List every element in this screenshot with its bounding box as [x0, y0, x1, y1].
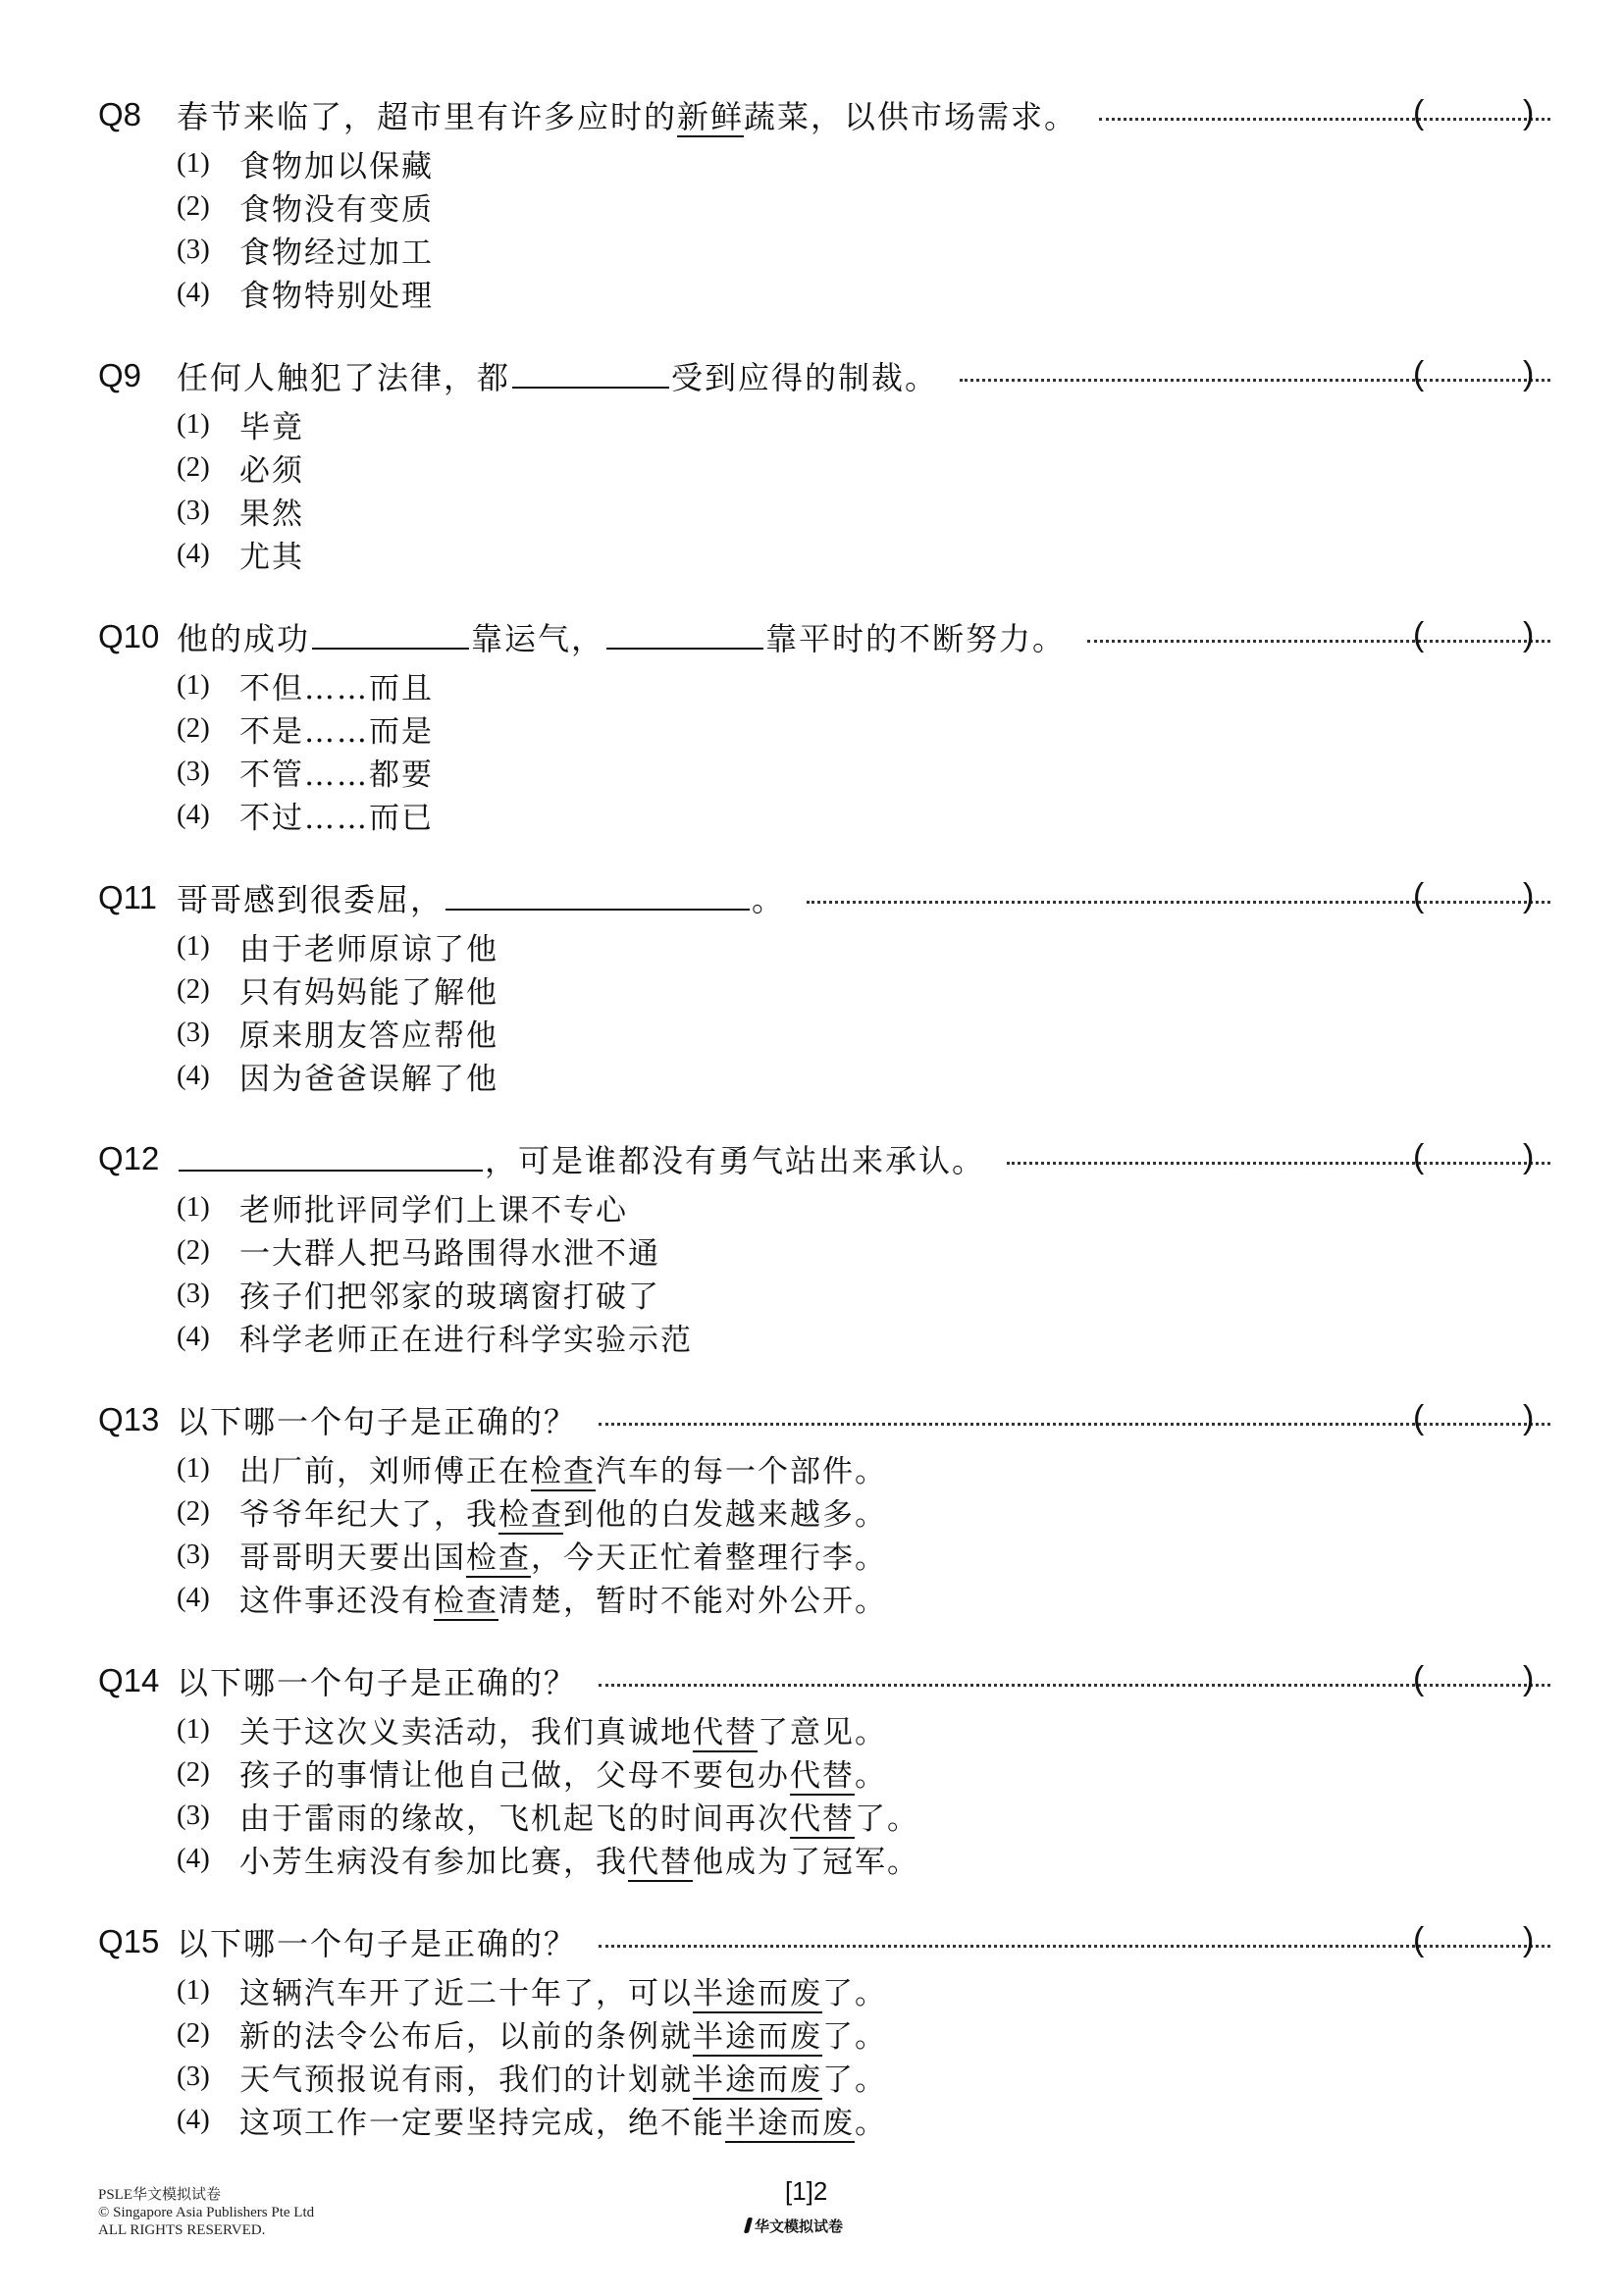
option-text — [239, 663, 434, 707]
option-item[interactable] — [177, 1707, 919, 1750]
answer-paren-open[interactable]: ( — [1413, 1660, 1425, 1697]
option-item[interactable] — [177, 1794, 919, 1837]
option-item[interactable] — [177, 141, 434, 184]
leader-dots — [599, 1423, 1550, 1426]
text-segment: ，可是谁都没有勇气站出来承认。 — [485, 1142, 986, 1179]
text-segment: 哥哥明天要出国 — [239, 1539, 466, 1576]
pen-icon — [744, 2218, 753, 2233]
option-number: (2) — [177, 1233, 210, 1266]
text-segment: 一大群人把马路围得水泄不通 — [239, 1235, 660, 1272]
text-segment: 以下哪一个句子是正确的？ — [177, 1664, 578, 1701]
option-text — [239, 1489, 887, 1534]
text-segment: ，今天正忙着整理行李。 — [531, 1539, 887, 1576]
answer-paren-close[interactable]: ) — [1523, 1921, 1535, 1958]
leader-dots — [1007, 1162, 1550, 1165]
option-item[interactable] — [177, 1011, 498, 1054]
option-item[interactable] — [177, 228, 434, 271]
option-number: (3) — [177, 1016, 210, 1048]
question-text — [177, 1919, 577, 1964]
text-segment: 毕竟 — [239, 409, 304, 445]
text-segment: 了。 — [822, 1975, 887, 2011]
underlined-word: 代替 — [790, 1757, 855, 1794]
text-segment: 因为爸爸误解了他 — [239, 1061, 498, 1097]
answer-paren-close[interactable]: ) — [1523, 616, 1535, 653]
option-item[interactable] — [177, 402, 304, 445]
text-segment: 食物特别处理 — [239, 278, 434, 314]
text-segment: 以下哪一个句子是正确的？ — [177, 1403, 578, 1440]
leader-dots — [1099, 118, 1550, 121]
underlined-word: 半途而废 — [725, 2105, 855, 2141]
option-item[interactable] — [177, 184, 434, 228]
option-text — [239, 445, 304, 490]
answer-blank — [179, 1140, 483, 1172]
option-number: (4) — [177, 537, 210, 569]
option-number: (1) — [177, 929, 210, 962]
footer-rights: ALL RIGHTS RESERVED. — [98, 2222, 266, 2238]
leader-dots — [807, 901, 1550, 904]
option-number: (2) — [177, 1755, 210, 1788]
option-item[interactable] — [177, 793, 434, 836]
question — [0, 92, 1623, 353]
option-item[interactable] — [177, 1446, 887, 1489]
options-list — [177, 141, 434, 314]
question-stem — [98, 92, 1570, 137]
text-segment: 新的法令公布后，以前的条例就 — [239, 2018, 693, 2055]
text-segment: 他成为了冠军。 — [693, 1844, 919, 1880]
option-item[interactable] — [177, 2055, 887, 2098]
text-segment: 他的成功 — [177, 620, 311, 657]
option-text — [239, 532, 304, 576]
options-list — [177, 1707, 919, 1880]
question-number: Q15 — [98, 1923, 160, 1959]
underlined-word: 代替 — [693, 1714, 758, 1750]
option-number: (4) — [177, 1059, 210, 1091]
options-list — [177, 1185, 693, 1358]
option-text — [239, 1794, 919, 1838]
answer-paren-open[interactable]: ( — [1413, 877, 1425, 914]
question — [0, 875, 1623, 1136]
option-item[interactable] — [177, 924, 498, 967]
underlined-word: 代替 — [628, 1844, 693, 1880]
underlined-word: 检查 — [434, 1583, 498, 1619]
question — [0, 614, 1623, 875]
question — [0, 353, 1623, 614]
option-item[interactable] — [177, 1185, 693, 1228]
text-segment: 了意见。 — [758, 1714, 887, 1750]
text-segment: 了。 — [822, 2018, 887, 2055]
text-segment: 原来朋友答应帮他 — [239, 1018, 498, 1054]
option-text — [239, 1707, 887, 1751]
question — [0, 1658, 1623, 1919]
option-text — [239, 1533, 887, 1577]
option-text — [239, 1054, 498, 1098]
answer-paren-close[interactable]: ) — [1523, 1660, 1535, 1697]
text-segment: 由于雷雨的缘故，飞机起飞的时间再次 — [239, 1800, 790, 1837]
question — [0, 1397, 1623, 1658]
question-text — [177, 353, 938, 398]
option-item[interactable] — [177, 663, 434, 706]
option-number: (1) — [177, 668, 210, 701]
text-segment: 老师批评同学们上课不专心 — [239, 1192, 628, 1228]
text-segment: 这辆汽车开了近二十年了，可以 — [239, 1975, 693, 2011]
option-item[interactable] — [177, 1837, 919, 1880]
question-number: Q9 — [98, 357, 142, 393]
underlined-word: 半途而废 — [693, 1975, 822, 2011]
question-number: Q10 — [98, 618, 160, 654]
leader-dots — [599, 1684, 1550, 1687]
text-segment: 不是……而是 — [239, 713, 434, 750]
underlined-word: 检查 — [531, 1453, 596, 1489]
text-segment: 不但……而且 — [239, 670, 434, 706]
option-number: (2) — [177, 189, 210, 222]
option-number: (3) — [177, 1277, 210, 1309]
question — [0, 1919, 1623, 2180]
text-segment: 科学老师正在进行科学实验示范 — [239, 1322, 693, 1358]
option-item[interactable] — [177, 967, 498, 1011]
option-number: (4) — [177, 1320, 210, 1352]
option-text — [239, 1837, 919, 1881]
option-item[interactable] — [177, 1315, 693, 1358]
answer-blank — [445, 879, 750, 911]
option-number: (2) — [177, 450, 210, 483]
option-item[interactable] — [177, 2011, 887, 2055]
text-segment: 清楚，暂时不能对外公开。 — [498, 1583, 887, 1619]
question-number: Q12 — [98, 1140, 160, 1176]
option-text — [239, 1011, 498, 1055]
option-number: (1) — [177, 1451, 210, 1484]
option-item[interactable] — [177, 1228, 693, 1272]
text-segment: 。 — [855, 2105, 887, 2141]
option-number: (4) — [177, 798, 210, 830]
option-item[interactable] — [177, 1576, 887, 1619]
text-segment: 了。 — [855, 1800, 919, 1837]
answer-paren-close[interactable]: ) — [1523, 94, 1535, 131]
footer-credits — [98, 2186, 314, 2239]
option-text — [239, 2011, 887, 2056]
answer-paren-close[interactable]: ) — [1523, 1399, 1535, 1436]
question-stem — [98, 1919, 1570, 1964]
answer-paren-open[interactable]: ( — [1413, 1921, 1425, 1958]
question-stem — [98, 353, 1570, 398]
footer-brand — [746, 2216, 843, 2236]
option-text — [239, 1750, 887, 1795]
text-segment: 这件事还没有 — [239, 1583, 434, 1619]
text-segment: 任何人触犯了法律，都 — [177, 359, 511, 396]
option-item[interactable] — [177, 2098, 887, 2141]
text-segment: 这项工作一定要坚持完成，绝不能 — [239, 2105, 725, 2141]
text-segment: 由于老师原谅了他 — [239, 931, 498, 967]
leader-dots — [1087, 640, 1550, 643]
option-item[interactable] — [177, 706, 434, 750]
option-item[interactable] — [177, 489, 304, 532]
option-text — [239, 1576, 887, 1620]
option-text — [239, 402, 304, 446]
answer-blank — [512, 357, 669, 389]
text-segment: 关于这次义卖活动，我们真诚地 — [239, 1714, 693, 1750]
option-item[interactable] — [177, 1489, 887, 1533]
text-segment: 以下哪一个句子是正确的？ — [177, 1925, 578, 1962]
option-number: (3) — [177, 494, 210, 526]
option-text — [239, 706, 434, 751]
text-segment: 汽车的每一个部件。 — [596, 1453, 887, 1489]
text-segment: 受到应得的制裁。 — [671, 359, 939, 396]
option-number: (3) — [177, 1799, 210, 1831]
options-list — [177, 402, 304, 575]
answer-paren-open[interactable]: ( — [1413, 1399, 1425, 1436]
options-list — [177, 1446, 887, 1619]
option-item[interactable] — [177, 271, 434, 314]
text-segment: 到他的白发越来越多。 — [563, 1496, 887, 1533]
underlined-word: 半途而废 — [693, 2061, 822, 2098]
answer-paren-close[interactable]: ) — [1523, 1138, 1535, 1175]
text-segment: 孩子们把邻家的玻璃窗打破了 — [239, 1278, 660, 1315]
question-text — [177, 92, 1077, 137]
underlined-word: 半途而废 — [693, 2018, 822, 2055]
text-segment: 食物没有变质 — [239, 191, 434, 228]
question-stem — [98, 1658, 1570, 1703]
option-number: (4) — [177, 276, 210, 308]
question-text — [177, 1658, 577, 1703]
question-stem — [98, 1136, 1570, 1181]
option-text — [239, 228, 434, 272]
option-number: (3) — [177, 755, 210, 787]
option-number: (1) — [177, 407, 210, 440]
options-list — [177, 924, 498, 1097]
text-segment: 哥哥感到很委屈， — [177, 881, 445, 918]
option-number: (2) — [177, 711, 210, 744]
text-segment: 不管……都要 — [239, 757, 434, 793]
text-segment: 食物经过加工 — [239, 235, 434, 271]
question-number: Q11 — [98, 879, 157, 915]
leader-dots — [599, 1945, 1550, 1948]
option-number: (1) — [177, 146, 210, 179]
option-text — [239, 184, 434, 229]
question-stem — [98, 1397, 1570, 1442]
answer-paren-open[interactable]: ( — [1413, 616, 1425, 653]
text-segment: 。 — [752, 881, 786, 918]
option-number: (3) — [177, 233, 210, 265]
question-list — [0, 92, 1623, 2180]
text-segment: 食物加以保藏 — [239, 148, 434, 184]
answer-paren-open[interactable]: ( — [1413, 355, 1425, 392]
option-item[interactable] — [177, 1968, 887, 2011]
underlined-word: 新鲜 — [677, 98, 745, 135]
option-number: (1) — [177, 1712, 210, 1745]
options-list — [177, 663, 434, 836]
question — [0, 1136, 1623, 1397]
text-segment: 果然 — [239, 496, 304, 532]
option-text — [239, 1968, 887, 2012]
option-number: (1) — [177, 1190, 210, 1223]
answer-blank — [606, 618, 763, 650]
option-item[interactable] — [177, 532, 304, 575]
options-list — [177, 1968, 887, 2141]
answer-paren-open[interactable]: ( — [1413, 94, 1425, 131]
option-item[interactable] — [177, 1054, 498, 1097]
option-number: (2) — [177, 1494, 210, 1527]
option-text — [239, 2098, 887, 2142]
text-segment: 尤其 — [239, 539, 304, 575]
option-item[interactable] — [177, 445, 304, 489]
text-segment: 小芳生病没有参加比赛，我 — [239, 1844, 628, 1880]
text-segment: 靠运气， — [471, 620, 605, 657]
text-segment: 春节来临了，超市里有许多应时的 — [177, 98, 678, 135]
question-stem — [98, 875, 1570, 920]
brand-text: 华文模拟试卷 — [755, 2218, 844, 2235]
text-segment: 出厂前，刘师傅正在 — [239, 1453, 531, 1489]
text-segment: 不过……而已 — [239, 800, 434, 836]
option-number: (3) — [177, 2060, 210, 2092]
text-segment: 了。 — [822, 2061, 887, 2098]
question-text — [177, 1136, 985, 1181]
footer-copyright: © Singapore Asia Publishers Pte Ltd — [98, 2205, 315, 2220]
option-number: (1) — [177, 1973, 210, 2006]
underlined-word: 检查 — [498, 1496, 563, 1533]
question-number: Q13 — [98, 1401, 160, 1437]
answer-paren-close[interactable]: ) — [1523, 355, 1535, 392]
question-number: Q8 — [98, 96, 142, 132]
text-segment: 必须 — [239, 452, 304, 489]
leader-dots — [960, 379, 1550, 382]
option-text — [239, 750, 434, 794]
option-text — [239, 489, 304, 533]
text-segment: 靠平时的不断努力。 — [765, 620, 1067, 657]
option-text — [239, 1446, 887, 1490]
option-text — [239, 967, 498, 1012]
answer-paren-close[interactable]: ) — [1523, 877, 1535, 914]
option-text — [239, 2055, 887, 2099]
option-item[interactable] — [177, 1533, 887, 1576]
answer-blank — [312, 618, 469, 650]
text-segment: 。 — [855, 1757, 887, 1794]
page-number: [1]2 — [785, 2176, 828, 2206]
option-text — [239, 1315, 693, 1359]
option-text — [239, 793, 434, 837]
option-number: (2) — [177, 972, 210, 1005]
question-text — [177, 1397, 577, 1442]
option-item[interactable] — [177, 750, 434, 793]
option-text — [239, 924, 498, 968]
question-text — [177, 875, 785, 920]
question-text — [177, 614, 1066, 659]
option-text — [239, 271, 434, 315]
text-segment: 孩子的事情让他自己做，父母不要包办 — [239, 1757, 790, 1794]
underlined-word: 检查 — [466, 1539, 531, 1576]
question-number: Q14 — [98, 1662, 160, 1698]
option-number: (4) — [177, 1842, 210, 1874]
underlined-word: 代替 — [790, 1800, 855, 1837]
answer-paren-open[interactable]: ( — [1413, 1138, 1425, 1175]
option-item[interactable] — [177, 1750, 919, 1794]
option-text — [239, 1228, 660, 1273]
option-text — [239, 1185, 628, 1229]
option-text — [239, 1272, 660, 1316]
text-segment: 只有妈妈能了解他 — [239, 974, 498, 1011]
option-text — [239, 141, 434, 185]
option-number: (4) — [177, 2103, 210, 2135]
option-number: (2) — [177, 2016, 210, 2049]
text-segment: 蔬菜，以供市场需求。 — [744, 98, 1078, 135]
option-item[interactable] — [177, 1272, 693, 1315]
footer-title: PSLE华文模拟试卷 — [98, 2187, 222, 2203]
text-segment: 爷爷年纪大了，我 — [239, 1496, 498, 1533]
text-segment: 天气预报说有雨，我们的计划就 — [239, 2061, 693, 2098]
option-number: (4) — [177, 1581, 210, 1613]
question-stem — [98, 614, 1570, 659]
option-number: (3) — [177, 1538, 210, 1570]
